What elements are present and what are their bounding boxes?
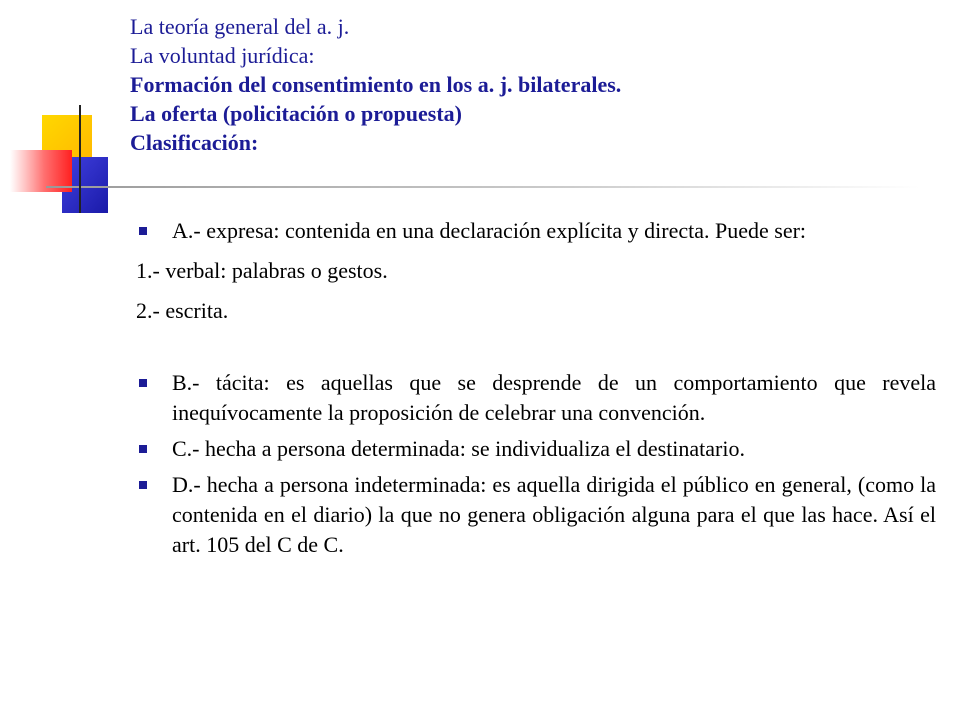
title-line-2: La voluntad jurídica:	[130, 43, 315, 68]
bullet-item-c	[130, 434, 936, 464]
title-line-1: La teoría general del a. j.	[130, 14, 350, 39]
bullet-text: D.- hecha a persona indeterminada: es aquella dirigida el público en general, (como la contenida en el diario) la que no genera obligación alguna para el que las hace. Así el art. 105 del C de C.	[172, 472, 936, 557]
bullet-square-icon	[139, 445, 147, 453]
bullet-text: B.- tácita: es aquellas que se desprende de un comportamiento que revela inequívocamente la proposición de celebrar una convención.	[172, 370, 936, 425]
sub-item-1: 1.- verbal: palabras o gestos.	[136, 258, 388, 283]
bullet-item-a	[130, 216, 936, 246]
title-line-3: Formación del consentimiento en los a. j. bilaterales.	[130, 72, 622, 97]
title-line-4: La oferta (policitación o propuesta)	[130, 101, 463, 126]
bullet-square-icon	[139, 481, 147, 489]
bullet-item-d	[130, 470, 936, 560]
vertical-rule	[79, 105, 81, 213]
horizontal-rule	[46, 186, 920, 188]
slide-body	[130, 216, 936, 560]
sub-item-2: 2.- escrita.	[136, 298, 229, 323]
bullet-item-b	[130, 368, 936, 428]
bullet-square-icon	[139, 227, 147, 235]
bullet-text: C.- hecha a persona determinada: se individualiza el destinatario.	[172, 436, 745, 461]
red-square	[10, 150, 72, 192]
title-line-5: Clasificación:	[130, 130, 259, 155]
bullet-square-icon	[139, 379, 147, 387]
slide-title	[130, 12, 930, 157]
bullet-text: A.- expresa: contenida en una declaración explícita y directa. Puede ser:	[172, 218, 807, 243]
